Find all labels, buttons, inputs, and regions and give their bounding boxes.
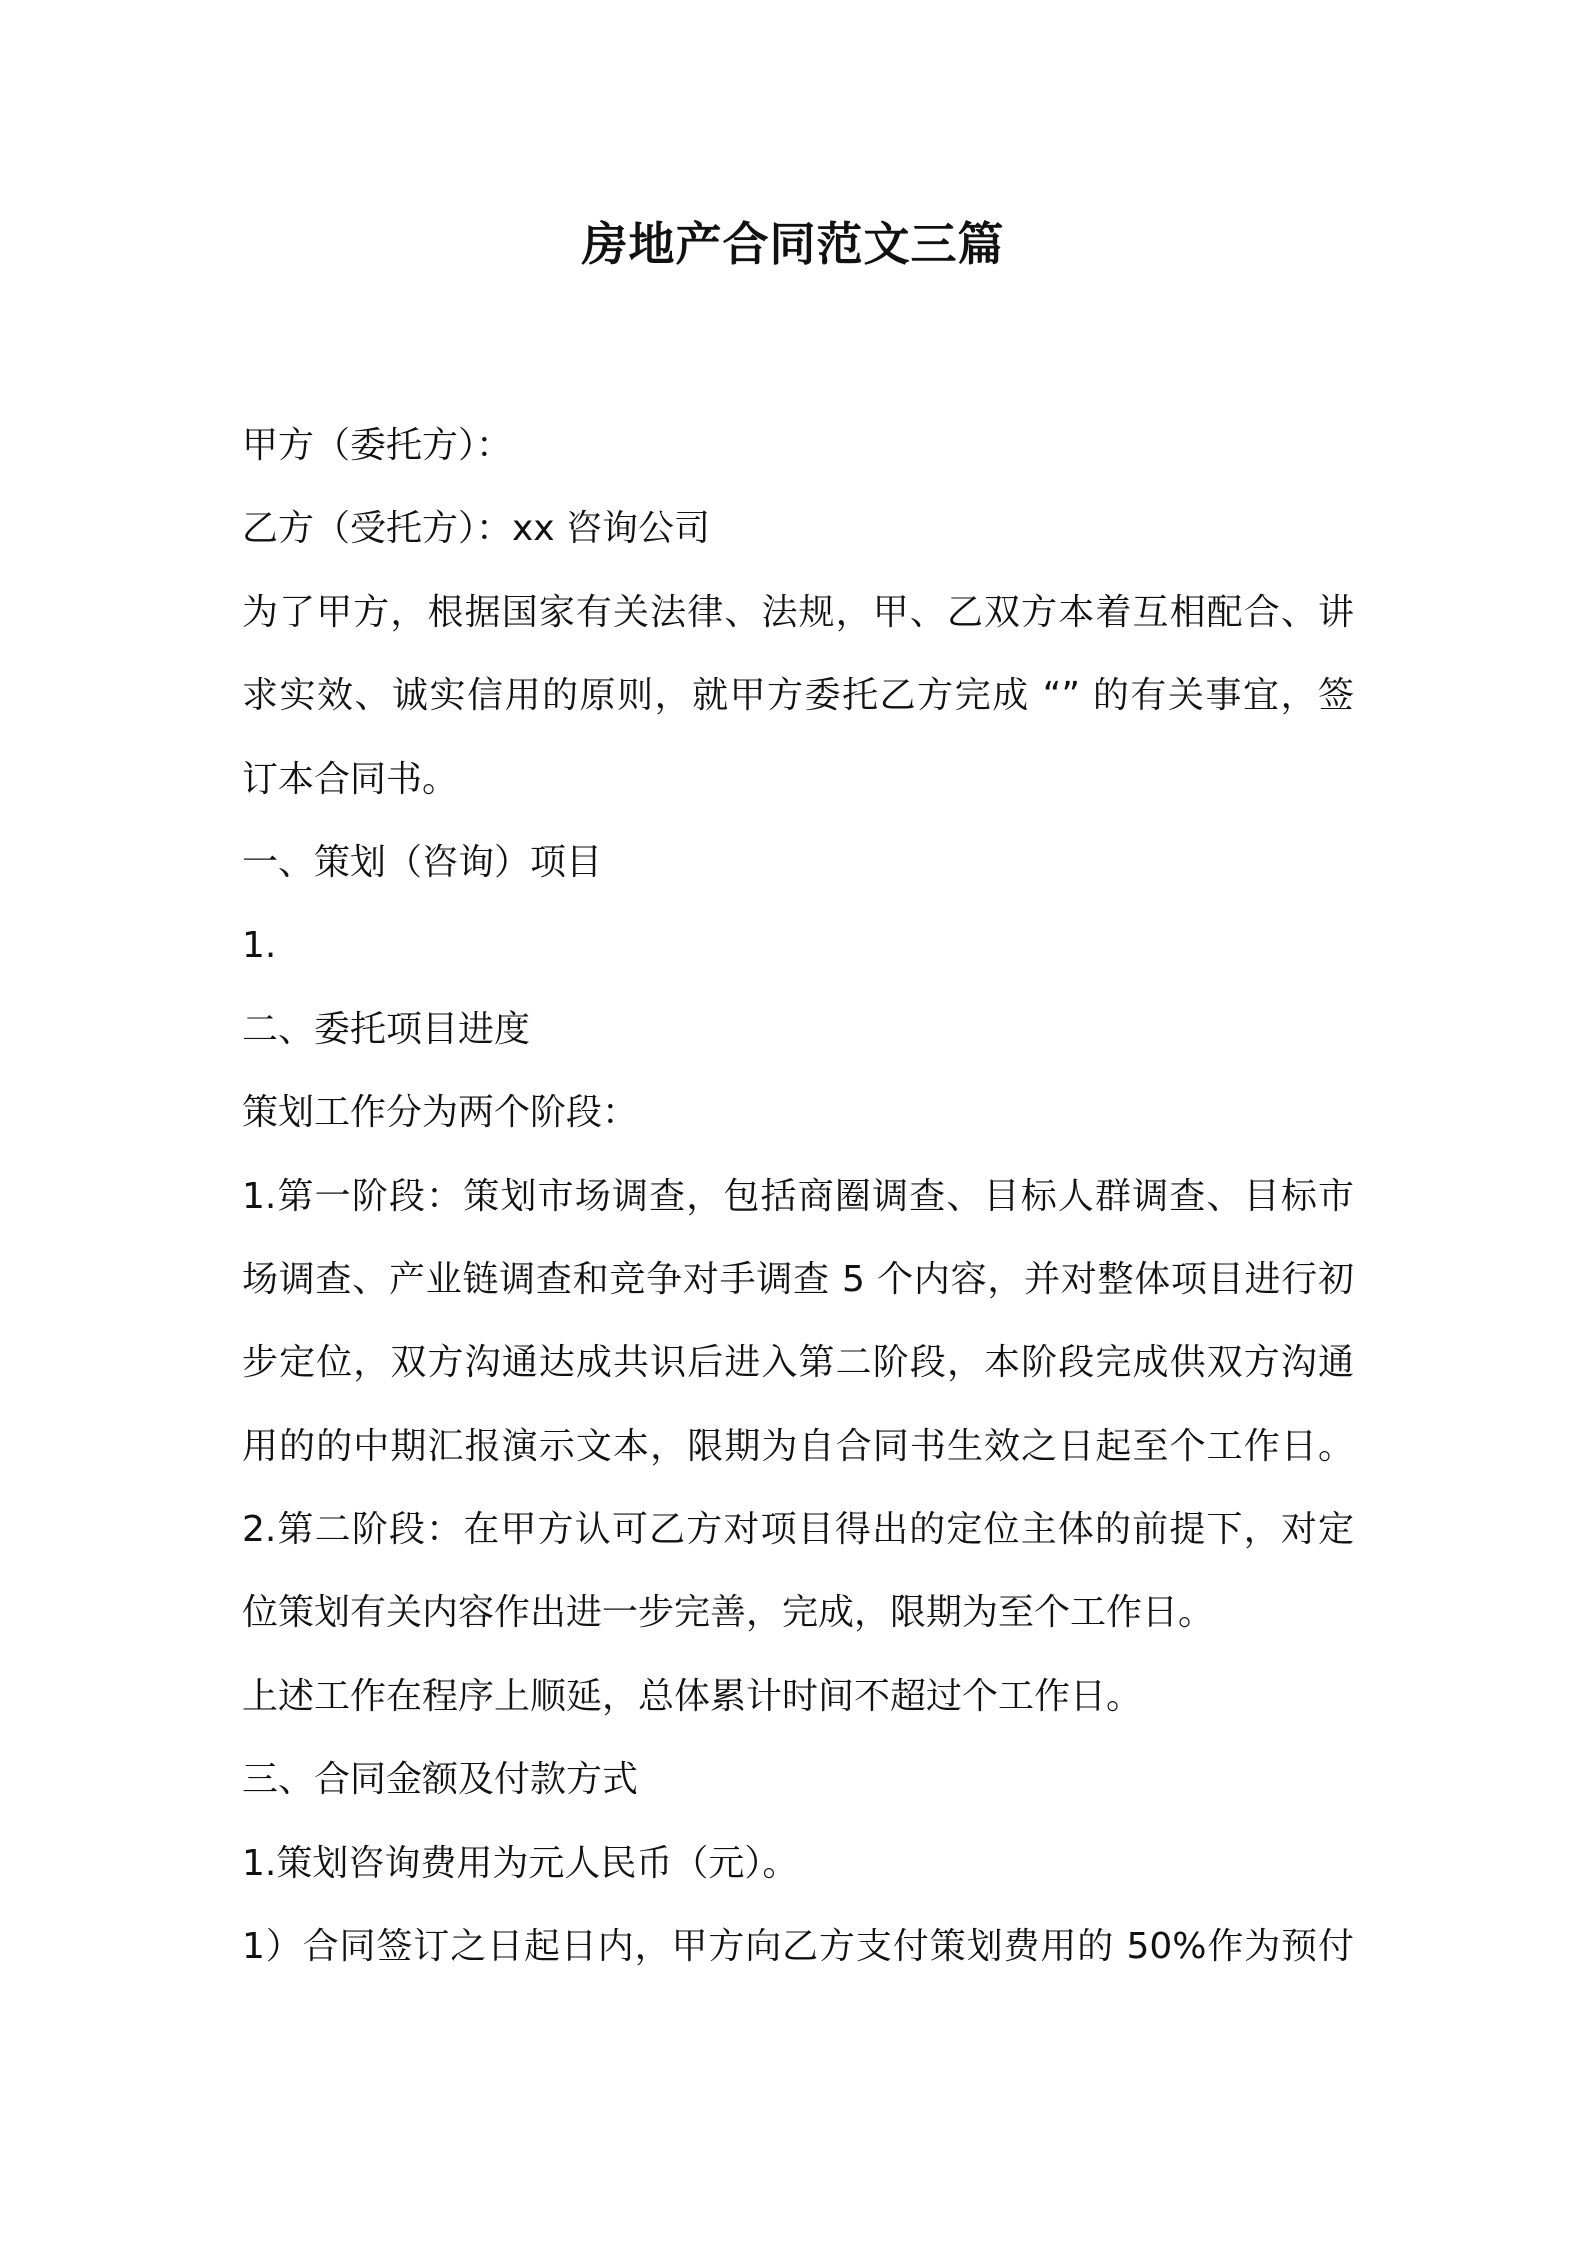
text-line: 1.第一阶段：策划市场调查，包括商圈调查、目标人群调查、目标市 <box>242 1175 1354 1217</box>
text-line: 策划工作分为两个阶段： <box>242 1092 639 1134</box>
text-line: 一、策划（咨询）项目 <box>242 841 603 883</box>
text-line: 1.策划咨询费用为元人民币（元）。 <box>242 1842 799 1884</box>
text-line: 用的的中期汇报演示文本，限期为自合同书生效之日起至个工作日。 <box>242 1425 1354 1467</box>
text-line: 订本合同书。 <box>242 758 459 800</box>
text-line: 位策划有关内容作出进一步完善，完成，限期为至个工作日。 <box>242 1592 1215 1634</box>
text-line: 1）合同签订之日起日内，甲方向乙方支付策划费用的 50%作为预付 <box>242 1926 1354 1968</box>
document-body <box>242 404 1354 1988</box>
text-line: 场调查、产业链调查和竞争对手调查 5 个内容，并对整体项目进行初 <box>242 1258 1354 1300</box>
text-line: 乙方（受托方）：xx 咨询公司 <box>242 508 711 550</box>
text-line: 上述工作在程序上顺延，总体累计时间不超过个工作日。 <box>242 1675 1143 1717</box>
text-line: 1. <box>242 925 277 967</box>
text-line: 2.第二阶段：在甲方认可乙方对项目得出的定位主体的前提下，对定 <box>242 1509 1354 1551</box>
text-line: 三、合同金额及付款方式 <box>242 1759 639 1801</box>
text-line: 求实效、诚实信用的原则，就甲方委托乙方完成 “” 的有关事宜，签 <box>242 675 1354 717</box>
text-line: 步定位，双方沟通达成共识后进入第二阶段，本阶段完成供双方沟通 <box>242 1342 1354 1384</box>
document-title: 房地产合同范文三篇 <box>581 217 1005 271</box>
text-line: 甲方（委托方）： <box>242 425 513 466</box>
text-line: 二、委托项目进度 <box>242 1008 531 1050</box>
text-line: 为了甲方，根据国家有关法律、法规，甲、乙双方本着互相配合、讲 <box>242 591 1354 633</box>
